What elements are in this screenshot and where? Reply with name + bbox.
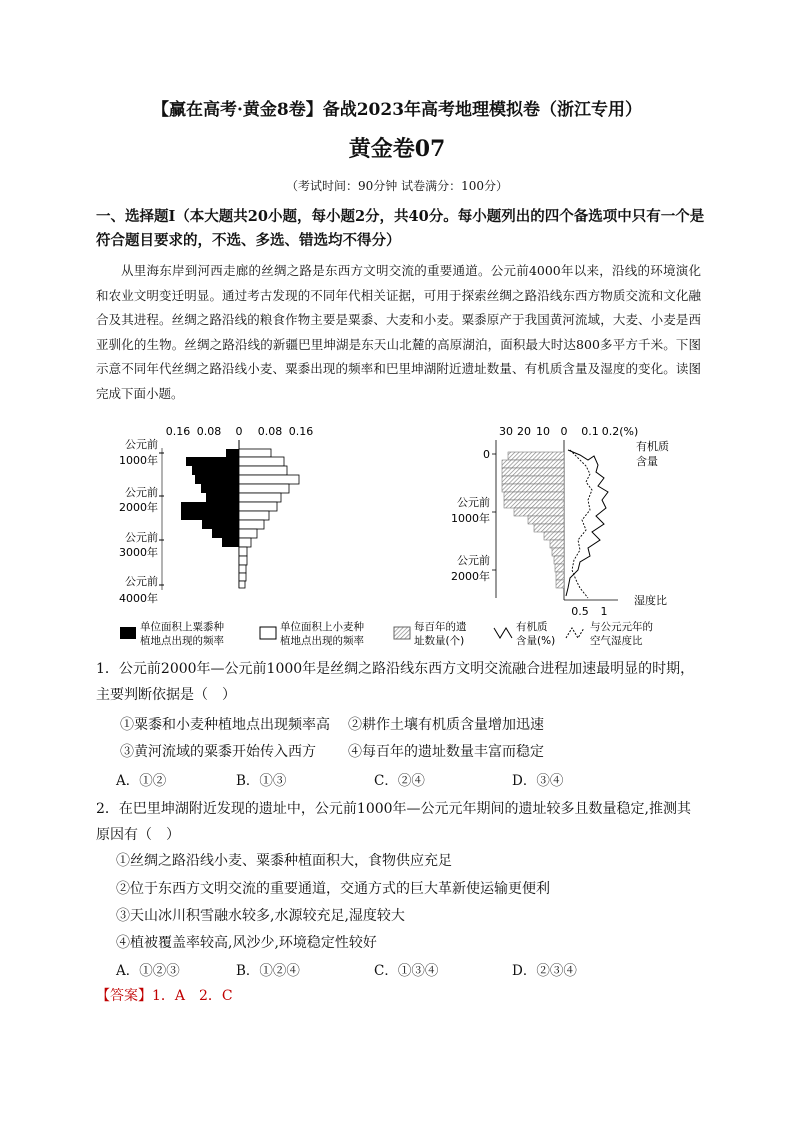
question-1-option-4: ④每百年的遗址数量丰富而稳定 [348,744,544,760]
legend-sites-line1: 每百年的遗 [414,621,467,633]
document-title: 【赢在高考·黄金8卷】备战2023年高考地理模拟卷（浙江专用） [151,100,643,120]
answer-label: 【答案】 [96,988,152,1004]
right-axis-label-5: 2000年 [451,570,490,583]
legend-humidity-line2: 空气湿度比 [590,635,643,647]
question-1-option-2: ②耕作土壤有机质含量增加迅速 [348,717,544,733]
left-axis-label-6: 3000年 [119,546,158,559]
answer-value: 1．A 2．C [152,988,233,1004]
right-tick-4: 0 [560,425,568,438]
question-1-option-1: ①粟黍和小麦种植地点出现频率高 [120,717,330,733]
question-1-choice-b[interactable]: B．①③ [236,773,287,789]
right-tick-2: 20 [517,425,531,438]
right-axis-label-2: 公元前 [457,496,490,509]
left-axis-label-5: 公元前 [125,531,158,544]
question-2-option-3: ③天山冰川积雪融水较多,水源较充足,湿度较大 [116,908,405,924]
legend-swatch-wheat [260,627,276,639]
right-axis-label-4: 公元前 [457,554,490,567]
legend-swatch-humidity [566,628,584,638]
question-1-choice-a[interactable]: A．①② [116,773,167,789]
question-2-choice-c[interactable]: C．①③④ [374,963,439,979]
question-2-option-4: ④植被覆盖率较高,风沙少,环境稳定性较好 [116,935,377,951]
legend [120,620,653,647]
left-axis-label-7: 公元前 [125,575,158,588]
legend-humidity-line1: 与公元元年的 [590,621,653,633]
left-tick-3: 0 [235,425,243,438]
organic-label-1: 有机质 [636,440,669,453]
question-2-choice-b[interactable]: B．①②④ [236,963,300,979]
question-1-choice-c[interactable]: C．②④ [374,773,425,789]
legend-wheat-line1: 单位面积上小麦种 [280,621,364,633]
exam-info: （考试时间：90分钟 试卷满分：100分） [286,179,508,193]
right-tick-6: 0.2(%) [601,425,639,438]
question-2-stem: 2．在巴里坤湖附近发现的遗址中，公元前1000年—公元元年期间的遗址较多且数量稳定,推测其原因有（ ） [96,801,691,843]
question-2-choice-a[interactable]: A．①②③ [116,963,180,979]
section-heading: 一、选择题Ⅰ（本大题共20小题，每小题2分，共40分。每小题列出的四个备选项中只有一个是符合题目要求的，不选、多选、错选均不得分） [96,208,705,249]
left-axis-label-2: 1000年 [119,454,158,467]
organic-label-2: 含量 [636,455,658,468]
right-panel [451,425,669,618]
left-tick-1: 0.16 [165,425,191,438]
legend-organic-line1: 有机质 [516,621,548,633]
legend-organic-line2: 含量(%) [516,635,556,647]
question-2-choice-d[interactable]: D．②③④ [512,963,577,979]
answer-line [96,985,233,1005]
question-2-option-1: ①丝绸之路沿线小麦、粟黍种植面积大，食物供应充足 [116,853,452,869]
question-1-option-3: ③黄河流域的粟黍开始传入西方 [120,744,316,760]
right-axis-label-3: 1000年 [451,512,490,525]
left-panel [119,425,313,605]
left-tick-5: 0.16 [288,425,314,438]
left-tick-4: 0.08 [257,425,283,438]
right-tick-5: 0.1 [581,425,599,438]
legend-swatch-sites [394,627,410,639]
left-axis-label-4: 2000年 [119,501,158,514]
right-tick-3: 10 [536,425,550,438]
question-2-option-2: ②位于东西方文明交流的重要通道，交通方式的巨大革新使运输更便利 [116,881,550,897]
legend-millet-line1: 单位面积上粟黍种 [140,621,224,633]
figure [118,420,678,652]
legend-swatch-organic [494,628,512,638]
question-1-choice-d[interactable]: D．③④ [512,773,564,789]
legend-millet-line2: 植地点出现的频率 [140,635,224,647]
left-axis-label-3: 公元前 [125,486,158,499]
legend-swatch-millet [120,627,136,639]
left-tick-2: 0.08 [196,425,222,438]
legend-sites-line2: 址数量(个) [414,635,465,647]
reading-passage: 从里海东岸到河西走廊的丝绸之路是东西方文明交流的重要通道。公元前4000年以来，沿线的环境演化和农业文明变迁明显。通过考古发现的不同年代相关证据，可用于探索丝绸之路沿线东西方物质交流和文化融合及其进程。丝绸之路沿线的粮食作物主要是粟黍、大麦和小麦。粟黍原产于我国黄河流域，大麦、小麦是西亚驯化的生物。丝绸之路沿线的新疆巴里坤湖是东天山北麓的高原湖泊，面积最大时达800多平方千米。下图示意不同年代丝绸之路沿线小麦、粟黍出现的频率和巴里坤湖附近遗址数量、有机质含量及湿度的变化。读图完成下面小题。 [96,263,701,401]
humidity-label: 湿度比 [634,594,667,607]
paper-subtitle: 黄金卷07 [348,136,446,162]
humidity-tick-1: 0.5 [571,605,589,618]
legend-wheat-line2: 植地点出现的频率 [280,635,364,647]
humidity-tick-2: 1 [600,605,608,618]
right-axis-label-1: 0 [483,448,490,461]
question-1-stem: 1．公元前2000年—公元前1000年是丝绸之路沿线东西方文明交流融合进程加速最明显的时期，主要判断依据是（ ） [96,661,695,703]
left-axis-label-8: 4000年 [119,592,158,605]
left-axis-label-1: 公元前 [125,438,158,451]
right-tick-1: 30 [499,425,513,438]
